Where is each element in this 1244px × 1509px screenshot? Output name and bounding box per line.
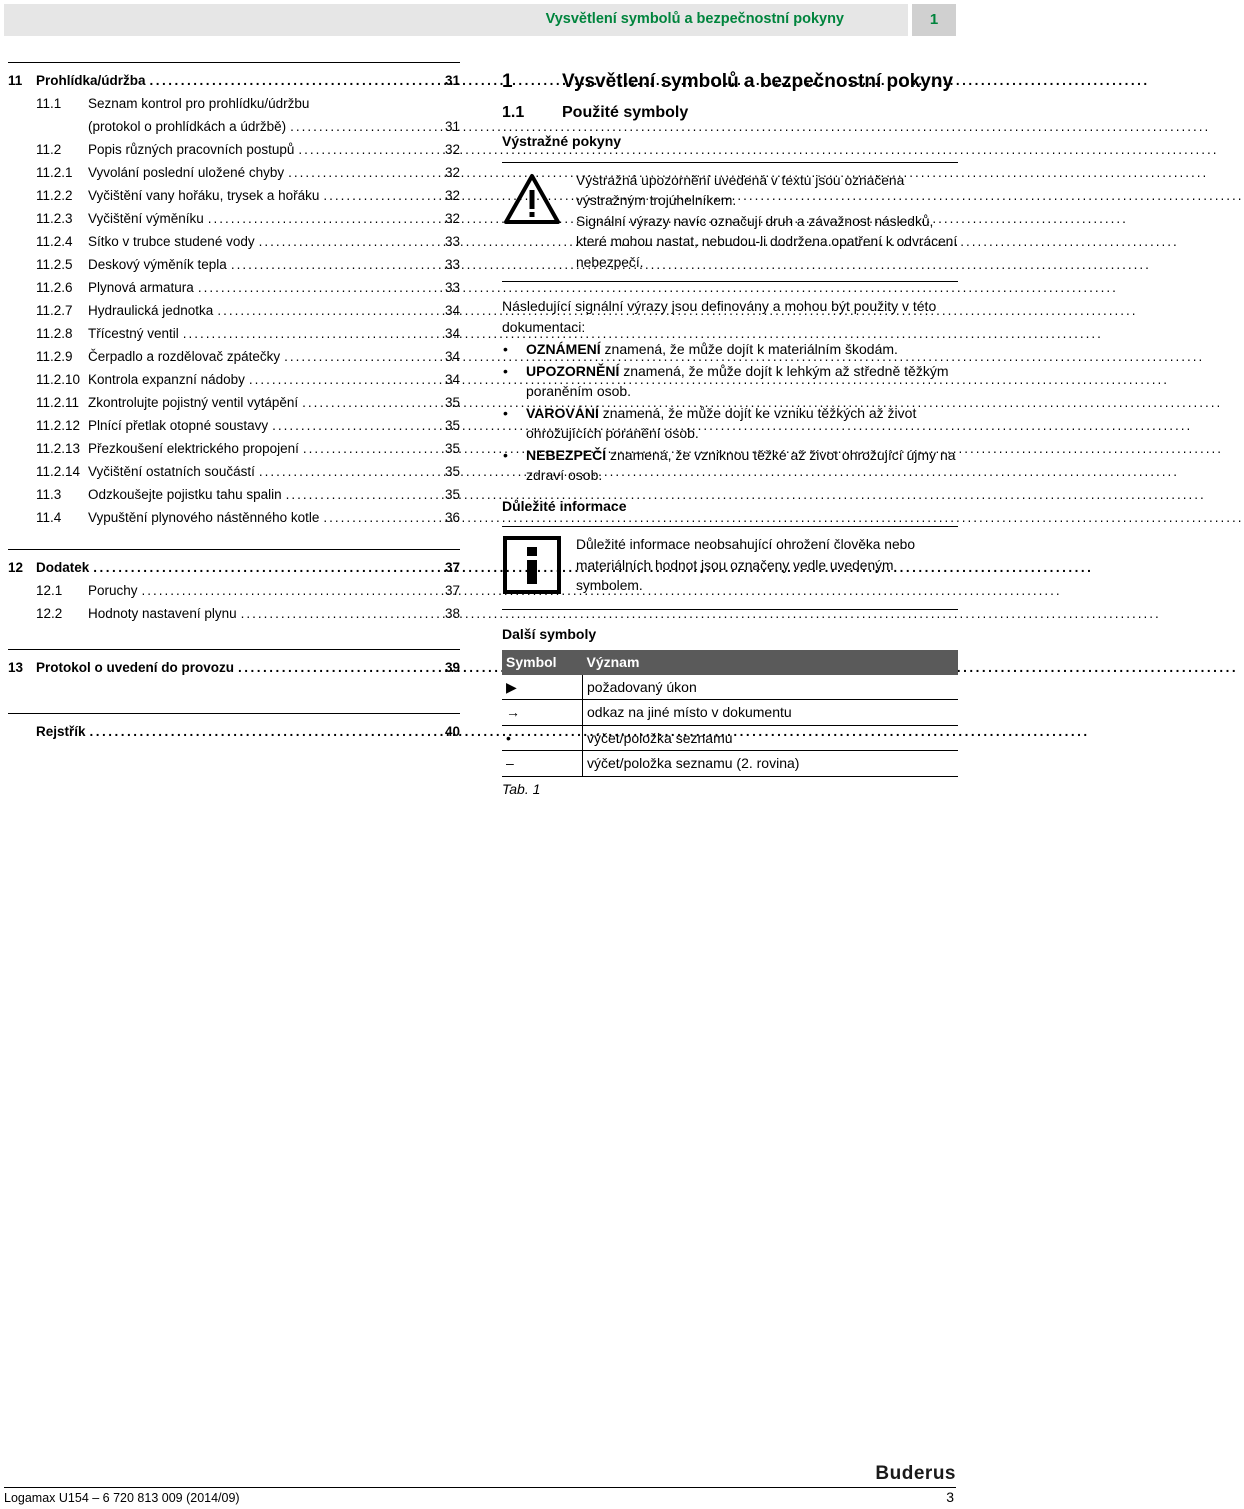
toc-group bbox=[8, 713, 460, 747]
toc-dot-leader bbox=[150, 73, 436, 88]
footer-document-id: Logamax U154 – 6 720 813 009 (2014/09) bbox=[4, 1491, 240, 1505]
toc-entry[interactable] bbox=[8, 560, 460, 583]
subsection-heading bbox=[502, 103, 958, 124]
toc-entry-title: Vypuštění plynového nástěnného kotle bbox=[88, 510, 320, 525]
toc-entry[interactable] bbox=[8, 395, 460, 418]
signal-list-item bbox=[502, 361, 958, 402]
toc-entry[interactable] bbox=[8, 441, 460, 464]
signal-description: znamená, že může dojít k lehkým až středně těžkým poraněním osob. bbox=[526, 362, 949, 399]
toc-entry-title: Sítko v trubce studené vody bbox=[88, 234, 255, 249]
toc-entry-page: 32 bbox=[444, 142, 460, 157]
toc-entry-number: 11.2.10 bbox=[36, 372, 81, 387]
toc-entry-page: 34 bbox=[444, 349, 460, 364]
header-title: Vysvětlení symbolů a bezpečnostní pokyny bbox=[545, 11, 844, 27]
toc-dot-leader bbox=[217, 303, 436, 318]
toc-entry-title: Čerpadlo a rozdělovač zpátečky bbox=[88, 349, 281, 364]
toc-entry-number: 12.1 bbox=[36, 583, 63, 598]
warning-triangle-icon bbox=[502, 171, 576, 274]
table-row bbox=[502, 751, 958, 777]
toc-entry[interactable] bbox=[8, 326, 460, 349]
toc-entry[interactable] bbox=[8, 606, 460, 629]
table-row bbox=[502, 675, 958, 700]
warning-note-line2: Signální výrazy navíc označují druh a závažnost následků, které mohou nastat, nebudou-li dodržena opatření k odvrácení nebezpečí. bbox=[576, 213, 958, 270]
toc-dot-leader bbox=[272, 418, 436, 433]
toc-entry-page: 37 bbox=[444, 560, 460, 575]
toc-entry-title: Vyčištění vany hořáku, trysek a hořáku bbox=[88, 188, 320, 203]
subsection-number: 1.1 bbox=[502, 103, 525, 121]
symbols-table bbox=[502, 650, 958, 777]
toc-entry-page: 33 bbox=[444, 257, 460, 272]
header-bar bbox=[4, 4, 908, 36]
toc-entry-title: Přezkoušení elektrického propojení bbox=[88, 441, 299, 456]
toc-entry-number: 11.2.14 bbox=[36, 464, 81, 479]
footer-page-number: 3 bbox=[946, 1489, 954, 1505]
toc-dot-leader bbox=[90, 724, 436, 739]
toc-entry-page: 34 bbox=[444, 326, 460, 341]
toc-entry-number: 11 bbox=[8, 73, 23, 88]
toc-entry[interactable] bbox=[8, 372, 460, 395]
toc-entry-page: 35 bbox=[444, 418, 460, 433]
toc-entry[interactable] bbox=[8, 303, 460, 326]
signal-word: NEBEZPEČÍ bbox=[526, 446, 607, 463]
toc-entry-page: 34 bbox=[444, 303, 460, 318]
toc-entry-title: Vyčištění ostatních součástí bbox=[88, 464, 255, 479]
signal-description: znamená, že může dojít ke vzniku těžkých až život ohrožujících poranění osob. bbox=[526, 404, 917, 441]
table-cell-meaning: výčet/položka seznamu bbox=[583, 725, 959, 751]
table-cell-symbol: → bbox=[502, 700, 583, 726]
signal-list-item bbox=[502, 445, 958, 486]
subsection-title: Použité symboly bbox=[562, 103, 689, 121]
toc-entry-number: 11.2.12 bbox=[36, 418, 81, 433]
table-header-symbol: Symbol bbox=[502, 650, 583, 675]
toc-entry[interactable] bbox=[8, 583, 460, 606]
toc-entry-number: 11.2.6 bbox=[36, 280, 73, 295]
warning-note-line1: Výstražná upozornění uvedená v textu jsou označena výstražným trojúhelníkem. bbox=[576, 172, 905, 208]
info-note bbox=[502, 526, 958, 610]
signal-word: VAROVÁNÍ bbox=[526, 404, 599, 421]
toc-entry-number: 11.2.9 bbox=[36, 349, 73, 364]
toc-dot-leader bbox=[231, 257, 436, 272]
toc-dot-leader bbox=[323, 188, 436, 203]
signal-list-item bbox=[502, 339, 958, 360]
toc-entry-number: 11.2.13 bbox=[36, 441, 81, 456]
toc-entry-title: Vyčištění výměníku bbox=[88, 211, 204, 226]
toc-entry-page: 33 bbox=[444, 234, 460, 249]
toc-entry[interactable] bbox=[8, 257, 460, 280]
section-content bbox=[502, 72, 958, 799]
warnings-heading: Výstražné pokyny bbox=[502, 133, 622, 149]
table-row bbox=[502, 725, 958, 751]
brand-logo: Buderus bbox=[875, 1463, 956, 1484]
toc-entry-page: 34 bbox=[444, 372, 460, 387]
toc-entry-title: Třícestný ventil bbox=[88, 326, 179, 341]
toc-entry-number: 11.2.7 bbox=[36, 303, 73, 318]
signal-list bbox=[502, 339, 958, 486]
toc-entry-title: Popis různých pracovních postupů bbox=[88, 142, 295, 157]
warning-note bbox=[502, 162, 958, 283]
toc-entry[interactable] bbox=[8, 119, 460, 142]
toc-dot-leader bbox=[93, 560, 436, 575]
toc-dot-leader bbox=[303, 441, 436, 456]
signal-description: znamená, že může dojít k materiálním škodám. bbox=[600, 341, 898, 357]
table-row bbox=[502, 700, 958, 726]
info-note-text: Důležité informace neobsahující ohrožení člověka nebo materiálních hodnot jsou označeny vedle uvedeným symbolem. bbox=[576, 537, 915, 593]
toc-entry[interactable] bbox=[8, 660, 460, 683]
signal-word: UPOZORNĚNÍ bbox=[526, 362, 620, 379]
toc-entry-number: 13 bbox=[8, 660, 24, 675]
toc-entry[interactable] bbox=[8, 73, 460, 96]
toc-entry-title: Prohlídka/údržba bbox=[36, 73, 146, 88]
toc-entry-number: 11.2.1 bbox=[36, 165, 73, 180]
toc-entry-number: 12 bbox=[8, 560, 24, 575]
section-heading bbox=[502, 72, 958, 93]
toc-entry-page: 38 bbox=[444, 606, 460, 621]
section-number: 1 bbox=[502, 71, 513, 92]
toc-group bbox=[8, 62, 460, 533]
toc-entry-number: 11.2.11 bbox=[36, 395, 80, 410]
toc-entry-page: 35 bbox=[444, 395, 460, 410]
info-heading: Důležité informace bbox=[502, 497, 627, 514]
toc-entry-page: 32 bbox=[444, 165, 460, 180]
toc-entry-number: 11.2.8 bbox=[36, 326, 73, 341]
toc-entry-title: Odzkoušejte pojistku tahu spalin bbox=[88, 487, 282, 502]
footer-divider bbox=[4, 1487, 956, 1488]
signal-description: znamená, že vzniknou těžké až život ohrožující újmy na zdraví osob. bbox=[526, 446, 956, 483]
toc-entry-page: 31 bbox=[444, 119, 460, 134]
table-cell-symbol: • bbox=[502, 725, 583, 751]
toc-entry-page: 39 bbox=[444, 660, 460, 675]
toc-entry[interactable] bbox=[8, 96, 460, 119]
toc-entry-number: 11.2 bbox=[36, 142, 62, 157]
toc-entry-page: 35 bbox=[444, 464, 460, 479]
toc-entry-number: 11.2.5 bbox=[36, 257, 73, 272]
toc-entry-number: 12.2 bbox=[36, 606, 63, 621]
toc-entry-title: Rejstřík bbox=[36, 724, 86, 739]
toc-entry-title: (protokol o prohlídkách a údržbě) bbox=[88, 119, 287, 134]
toc-entry-page: 32 bbox=[444, 188, 460, 203]
toc-entry-title: Dodatek bbox=[36, 560, 90, 575]
toc-entry-page: 35 bbox=[444, 441, 460, 456]
toc-entry-title: Vyvolání poslední uložené chyby bbox=[88, 165, 285, 180]
table-cell-meaning: výčet/položka seznamu (2. rovina) bbox=[583, 751, 959, 777]
toc-entry-page: 36 bbox=[444, 510, 460, 525]
toc-entry-title: Protokol o uvedení do provozu bbox=[36, 660, 235, 675]
toc-entry-title: Deskový výměník tepla bbox=[88, 257, 227, 272]
toc-entry[interactable] bbox=[8, 211, 460, 234]
toc-dot-leader bbox=[241, 606, 436, 621]
toc-entry-title: Poruchy bbox=[88, 583, 138, 598]
table-cell-meaning: požadovaný úkon bbox=[583, 675, 959, 700]
toc-dot-leader bbox=[259, 464, 436, 479]
toc-entry[interactable] bbox=[8, 464, 460, 487]
toc-entry-number: 11.4 bbox=[36, 510, 62, 525]
table-of-contents bbox=[8, 62, 460, 747]
toc-dot-leader bbox=[284, 349, 436, 364]
toc-entry-number: 11.2.2 bbox=[36, 188, 73, 203]
toc-entry[interactable] bbox=[8, 349, 460, 372]
toc-entry[interactable] bbox=[8, 487, 460, 510]
toc-entry-title: Hydraulická jednotka bbox=[88, 303, 214, 318]
toc-entry[interactable] bbox=[8, 234, 460, 257]
toc-dot-leader bbox=[302, 395, 436, 410]
toc-entry-number: 11.2.4 bbox=[36, 234, 73, 249]
table-caption: Tab. 1 bbox=[502, 780, 541, 797]
header-chapter-number: 1 bbox=[912, 4, 956, 36]
toc-entry-number: 11.1 bbox=[36, 96, 62, 111]
toc-entry[interactable] bbox=[8, 280, 460, 303]
toc-entry[interactable] bbox=[8, 142, 460, 165]
toc-entry-page: 31 bbox=[444, 73, 460, 88]
toc-entry-page: 40 bbox=[444, 724, 460, 739]
toc-entry[interactable] bbox=[8, 418, 460, 441]
other-symbols-heading: Další symboly bbox=[502, 625, 597, 642]
signal-list-item bbox=[502, 403, 958, 444]
toc-dot-leader bbox=[238, 660, 436, 675]
toc-dot-leader bbox=[323, 510, 436, 525]
toc-dot-leader bbox=[288, 165, 436, 180]
toc-entry-number: 11.2.3 bbox=[36, 211, 73, 226]
toc-entry-page: 33 bbox=[444, 280, 460, 295]
toc-entry[interactable] bbox=[8, 165, 460, 188]
info-icon bbox=[502, 535, 576, 601]
toc-dot-leader bbox=[259, 234, 436, 249]
toc-group bbox=[8, 649, 460, 683]
section-title: Vysvětlení symbolů a bezpečnostní pokyny bbox=[562, 71, 954, 92]
toc-dot-leader bbox=[298, 142, 436, 157]
toc-entry-title: Zkontrolujte pojistný ventil vytápění bbox=[88, 395, 299, 410]
table-cell-symbol: – bbox=[502, 751, 583, 777]
toc-entry-title: Seznam kontrol pro prohlídku/údržbu bbox=[88, 96, 310, 111]
table-cell-meaning: odkaz na jiné místo v dokumentu bbox=[583, 700, 959, 726]
toc-entry-page: 32 bbox=[444, 211, 460, 226]
toc-dot-leader bbox=[208, 211, 436, 226]
toc-entry-page: 37 bbox=[444, 583, 460, 598]
toc-entry[interactable] bbox=[8, 510, 460, 533]
toc-entry[interactable] bbox=[8, 724, 460, 747]
toc-group bbox=[8, 549, 460, 629]
toc-dot-leader bbox=[183, 326, 436, 341]
signal-word: OZNÁMENÍ bbox=[526, 341, 601, 357]
toc-entry-title: Hodnoty nastavení plynu bbox=[88, 606, 237, 621]
page-header bbox=[4, 4, 956, 36]
toc-dot-leader bbox=[142, 583, 436, 598]
signal-intro: Následující signální výrazy jsou definovány a mohou být použity v této dokumentaci: bbox=[502, 298, 937, 335]
table-cell-symbol: ▶ bbox=[502, 675, 583, 700]
toc-entry-title: Plynová armatura bbox=[88, 280, 194, 295]
table-header-meaning: Význam bbox=[583, 650, 959, 675]
toc-dot-leader bbox=[286, 487, 436, 502]
toc-entry-title: Kontrola expanzní nádoby bbox=[88, 372, 245, 387]
toc-entry[interactable] bbox=[8, 188, 460, 211]
toc-entry-page: 35 bbox=[444, 487, 460, 502]
toc-entry-number: 11.3 bbox=[36, 487, 62, 502]
toc-dot-leader bbox=[290, 119, 436, 134]
toc-dot-leader bbox=[198, 280, 436, 295]
toc-dot-leader bbox=[249, 372, 436, 387]
toc-entry-title: Plnící přetlak otopné soustavy bbox=[88, 418, 269, 433]
